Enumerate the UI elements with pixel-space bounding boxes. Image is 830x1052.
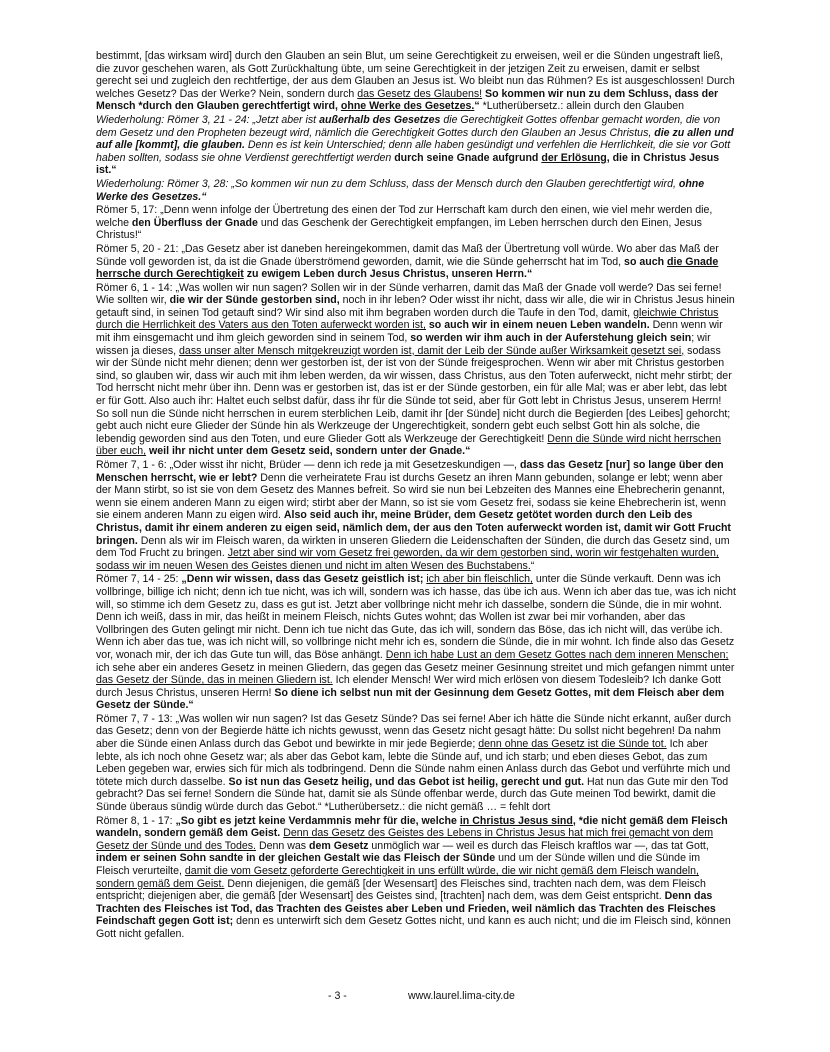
paragraph xyxy=(96,243,736,281)
text-segment: So kommen wir nun zu dem Schluss, dass der Mensch *durch den Glauben gerechtfertigt wird, xyxy=(96,87,719,113)
text-segment: Römer 7, 14 - 25: xyxy=(96,573,182,586)
paragraph xyxy=(96,815,736,941)
text-segment: Denn als wir im Fleisch waren, da wirkten in unseren Gliedern die Leidenschaften der Sünden, die durch das Gesetz sind, um dem Tod Frucht zu bringen. xyxy=(96,534,730,560)
paragraph xyxy=(96,178,736,203)
text-segment: “ xyxy=(474,100,480,113)
text-segment: und um der Sünde willen und die Sünde im Fleisch verurteilte, xyxy=(96,852,701,877)
text-segment: Denn es ist kein Unterschied; denn alle haben gesündigt und verfehlen die Herrlichkeit, die sie vor Gott haben sollten, sodass sie ohne Verdienst gerechtfertigt werden xyxy=(96,139,731,164)
paragraph xyxy=(96,114,736,177)
footer-url[interactable]: www.laurel.lima-city.de xyxy=(408,990,515,1002)
text-segment: Ich aber lebte, als ich noch ohne Gesetz war; als aber das Gebot kam, lebte die Sünde auf, und ich starb; und eben dieses Gebot, das zum Leben gegeben war, erwies sich für mich als todbringend. Denn die Sünde nahm einen Anlass durch das Gebot und verführte mich und tötete mich durch dasselbe. xyxy=(96,738,731,788)
text-segment: so auch xyxy=(624,255,668,268)
text-segment: die zu allen und auf alle [kommt], die glauben. xyxy=(96,126,734,152)
text-segment: zu ewigem Leben durch Jesus Christus, unseren Herrn.“ xyxy=(243,268,533,281)
text-segment: Denn diejenigen, die gemäß [der Wesensart] des Fleisches sind, trachten nach dem, was dem Fleisch entspricht; diejenigen aber, die gemäß [der Wesensart] des Geistes sind, [trachten] nach dem, was dem Geist entspricht. xyxy=(96,877,706,903)
text-segment: *Lutherübersetz.: allein durch den Glauben xyxy=(479,100,684,113)
text-segment: Römer 8, 1 - 17: xyxy=(96,814,176,827)
text-segment: so werden wir ihm auch in der Auferstehung gleich sein xyxy=(410,332,692,345)
text-segment: die Gnade herrsche durch Gerechtigkeit xyxy=(96,255,719,281)
paragraph xyxy=(96,50,736,113)
text-segment: Denn das Trachten des Fleisches ist Tod, das Trachten des Geistes aber Leben und Frieden, weil nämlich das Trachten des Fleisches Feindschaft gegen Gott ist; xyxy=(96,890,716,928)
text-segment: Also seid auch ihr, meine Brüder, dem Gesetz getötet worden durch den Leib des Christus, damit ihr einem anderen zu eigen seid, nämlich dem, der aus den Toten auferweckt worden ist, damit wir Gott Frucht bringen. xyxy=(96,509,731,547)
text-segment: so auch wir in einem neuen Leben wandeln. xyxy=(425,319,650,332)
text-segment: und das Geschenk der Gerechtigkeit empfangen, im Leben herrschen durch den Einen, Jesus Christus!“ xyxy=(96,216,702,242)
text-segment: Hat nun das Gute mir den Tod gebracht? Das sei ferne! Sondern die Sünde hat, damit sie als Sünde offenbar werde, durch das Gute meinen Tod bewirkt, damit die Sünde überaus sündig würde durch das Gebot.“ xyxy=(96,775,729,814)
text-segment: So ist nun das Gesetz heilig, und das Gebot ist heilig, gerecht und gut. xyxy=(228,775,585,788)
text-segment: indem er seinen Sohn sandte in der gleichen Gestalt wie das Fleisch der Sünde xyxy=(96,852,496,865)
text-segment: die Gerechtigkeit Gottes offenbar gemacht worden, die von dem Gesetz und den Propheten bezeugt wird, nämlich die Gerechtigkeit Gottes durch den Glauben an Jesus Christus, xyxy=(96,113,721,139)
text-segment: Denn ich habe Lust an dem Gesetz Gottes nach dem inneren Menschen; xyxy=(385,648,729,661)
text-segment: ohne Werke des Gesetzes.“ xyxy=(96,177,705,203)
text-segment: bestimmt, [das wirksam wird] durch den Glauben an sein Blut, um seine Gerechtigkeit zu erweisen, weil er die Sünden ungestraft ließ, die zuvor geschehen waren, als Gott Zurückhaltung übte, um seine Gerechtigkeit in der jetzigen Zeit zu erweisen, damit er selbst gerecht sei und zugleich den rechtfertige, der aus dem Glauben an Jesus ist. Wo bleibt nun das Rühmen? Es ist ausgeschlossen! Durch welches Gesetz? Das der Werke? Nein, sondern durch xyxy=(96,50,735,100)
text-segment: ich sehe aber ein anderes Gesetz in meinen Gliedern, das gegen das Gesetz meiner Gesinnung streitet und mich gefangen nimmt unter xyxy=(96,661,735,674)
text-segment: das Gesetz des Glaubens! xyxy=(357,87,483,100)
text-segment: Wiederholung: Römer 3, 21 - 24: „Jetzt aber ist xyxy=(96,113,320,126)
text-segment: „Denn wir wissen, dass das Gesetz geistlich ist; xyxy=(181,573,424,586)
text-segment: “ xyxy=(530,559,535,572)
text-segment: damit die vom Gesetz geforderte Gerechtigkeit in uns erfüllt würde, die wir nicht gemäß dem Fleisch wandeln, sondern gemäß dem Geist. xyxy=(96,865,699,890)
text-segment: in Christus Jesus sind, xyxy=(459,814,576,827)
text-segment: unmöglich war — weil es durch das Fleisch kraftlos war —, das tat Gott, xyxy=(368,839,709,852)
text-segment: dass das Gesetz [nur] so lange über den Menschen herrscht, wie er lebt? xyxy=(96,459,724,484)
text-segment: Römer 5, 17: „Denn wenn infolge der Übertretung des einen der Tod zur Herrschaft kam durch den einen, wie viel mehr werden die, welche xyxy=(96,204,713,229)
paragraph xyxy=(96,459,736,572)
text-segment: Römer 7, 7 - 13: „Was wollen wir nun sagen? Ist das Gesetz Sünde? Das sei ferne! Aber ich hätte die Sünde nicht erkannt, außer durch das Gesetz; denn von der Begierde hätte ich nichts gewusst, wenn das Gesetz nicht gesagt hätte: Du sollst nicht begehren! Da nahm aber die Sünde einen Anlass durch das Gebot und bewirkte in mir jede Begierde; xyxy=(96,712,731,751)
text-segment: ohne Werke des Gesetzes. xyxy=(340,100,475,113)
paragraph xyxy=(96,573,736,712)
text-segment: Römer 5, 20 - 21: „Das Gesetz aber ist daneben hereingekommen, damit das Maß der Übertretung voll würde. Wo aber das Maß der Sünde voll geworden ist, da ist die Gnade überströmend geworden, damit, wie die Sünde geherrscht hat im Tod, xyxy=(96,242,719,268)
text-segment: Jetzt aber sind wir vom Gesetz frei geworden, da wir dem gestorben sind, worin wir festgehalten wurden, sodass wir im neuen Wesen des Geistes dienen und nicht im alten Wesen des Buchstabens. xyxy=(96,547,719,572)
text-segment: Denn das Gesetz des Geistes des Lebens in Christus Jesus hat mich frei gemacht von dem Gesetz der Sünde und des Todes. xyxy=(96,827,714,852)
paragraph xyxy=(96,204,736,242)
text-segment: denn es unterwirft sich dem Gesetz Gottes nicht, und kann es auch nicht; und die im Fleisch sind, können Gott nicht gefallen. xyxy=(96,915,731,940)
paragraph xyxy=(96,713,736,814)
text-segment: Ich elender Mensch! Wer wird mich erlösen von diesem Todesleib? Ich danke Gott durch Jesus Christus, unseren Herrn! xyxy=(96,674,721,699)
text-segment: das Gesetz der Sünde, das in meinen Gliedern ist. xyxy=(96,674,333,687)
text-segment: So diene ich selbst nun mit der Gesinnung dem Gesetz Gottes, mit dem Fleisch aber dem Gesetz der Sünde.“ xyxy=(96,686,725,712)
text-segment: Denn was xyxy=(256,839,309,852)
text-segment: unter die Sünde verkauft. Denn was ich vollbringe, billige ich nicht; denn ich tue nicht, was ich will, sondern was ich hasse, das übe ich aus. Wenn ich aber das tue, was ich nicht will, so stimme ich dem Gesetz zu, dass es gut ist. Jetzt aber vollbringe nicht mehr ich dasselbe, sondern die Sünde, die in mir wohnt. Denn ich weiß, dass in mir, das heißt in meinem Fleisch, nichts Gutes wohnt; das Wollen ist zwar bei mir vorhanden, aber das Vollbringen des Guten gelingt mir nicht. Denn ich tue nicht das Gute, das ich will, sondern das Böse, das ich nicht will, das verübe ich. Wenn ich aber das tue, was ich nicht will, so vollbringe nicht mehr ich es, sondern die Sünde, die in mir wohnt. Ich finde also das Gesetz vor, wonach mir, der ich das Gute tun will, das Böse anhängt. xyxy=(96,573,736,661)
text-segment: ich aber bin fleischlich, xyxy=(426,573,533,586)
document-body xyxy=(96,50,736,942)
text-segment: weil ihr nicht unter dem Gesetz seid, sondern unter der Gnade.“ xyxy=(146,445,471,458)
text-segment: Wiederholung: Römer 3, 28: „So kommen wir nun zu dem Schluss, dass der Mensch durch den Glauben gerechtfertigt wird, xyxy=(96,177,679,190)
text-segment: *Lutherübersetz.: die nicht gemäß … = fehlt dort xyxy=(321,801,551,814)
text-segment: ; wir wissen ja dieses, xyxy=(96,332,711,357)
text-segment: den Überfluss der Gnade xyxy=(131,216,258,229)
text-segment: *die nicht gemäß dem Fleisch wandeln, sondern gemäß dem Geist. xyxy=(96,814,728,840)
text-segment: der Erlösung xyxy=(541,151,607,164)
paragraph xyxy=(96,282,736,458)
text-segment: Denn die Sünde wird nicht herrschen über euch, xyxy=(96,432,722,458)
text-segment: dass unser alter Mensch mitgekreuzigt worden ist, damit der Leib der Sünde außer Wirksamkeit gesetzt sei, xyxy=(179,344,685,357)
page-number: - 3 - xyxy=(328,990,347,1002)
text-segment: Römer 7, 1 - 6: „Oder wisst ihr nicht, Brüder — denn ich rede ja mit Gesetzeskundigen —, xyxy=(96,459,520,471)
text-segment: Römer 6, 1 - 14: „Was wollen wir nun sagen? Sollen wir in der Sünde verharren, damit das Maß der Gnade voll werde? Das sei ferne! Wie sollten wir, xyxy=(96,281,722,307)
text-segment: gleichwie Christus durch die Herrlichkeit des Vaters aus den Toten auferweckt worden ist, xyxy=(96,306,719,332)
text-segment: sodass wir der Sünde nicht mehr dienen; denn wer gestorben ist, der ist von der Sünde freigesprochen. Wenn wir aber mit Christus gestorben sind, so glauben wir, dass wir auch mit ihm leben werden, da wir wissen, dass Christus, aus den Toten auferweckt, nicht mehr stirbt; der Tod herrscht nicht mehr über ihn. Denn was er gestorben ist, das ist er der Sünde gestorben, ein für alle Mal; was er aber lebt, das lebt er für Gott. Also auch ihr: Haltet euch selbst dafür, dass ihr für die Sünde tot seid, aber für Gott lebt in Christus Jesus, unserem Herrn! So soll nun die Sünde nicht herrschen in eurem sterblichen Leib, damit ihr [der Sünde] nicht durch die Begierden [des Leibes] gehorcht; gebt auch nicht eure Glieder der Sünde hin als Werkzeuge der Ungerechtigkeit, sondern gebt euch selbst Gott hin als solche, die lebendig geworden sind aus den Toten, und eure Glieder Gott als Werkzeuge der Gerechtigkeit! xyxy=(96,344,732,445)
text-segment: dem Gesetz xyxy=(309,839,369,852)
text-segment: „So gibt es jetzt keine Verdammnis mehr für die, welche xyxy=(175,814,460,827)
text-segment: Denn wenn wir mit ihm einsgemacht und ihm gleich geworden sind in seinem Tod, xyxy=(96,319,723,345)
text-segment: , die in Christus Jesus ist.“ xyxy=(96,151,720,177)
text-segment: denn ohne das Gesetz ist die Sünde tot. xyxy=(478,738,667,751)
text-segment: Denn die verheiratete Frau ist durchs Gesetz an ihren Mann gebunden, solange er lebt; wenn aber der Mann stirbt, so ist sie von dem Gesetz des Mannes befreit. So wird sie nun bei Lebzeiten des Mannes eine Ehebrecherin genannt, wenn sie einem anderen Mann zu eigen wird; stirbt aber der Mann, so ist sie vom Gesetz frei, sodass sie keine Ehebrecherin ist, wenn sie einem anderen Mann zu eigen wird. xyxy=(96,471,727,522)
text-segment: durch seine Gnade aufgrund xyxy=(394,151,542,164)
text-segment: noch in ihr leben? Oder wisst ihr nicht, dass wir alle, die wir in Christus Jesus hinein getauft sind, in seinen Tod getauft sind? Wir sind also mit ihm begraben worden durch die Taufe in den Tod, damit, xyxy=(96,294,735,319)
text-segment: die wir der Sünde gestorben sind, xyxy=(169,294,340,307)
text-segment: außerhalb des Gesetzes xyxy=(319,113,441,126)
